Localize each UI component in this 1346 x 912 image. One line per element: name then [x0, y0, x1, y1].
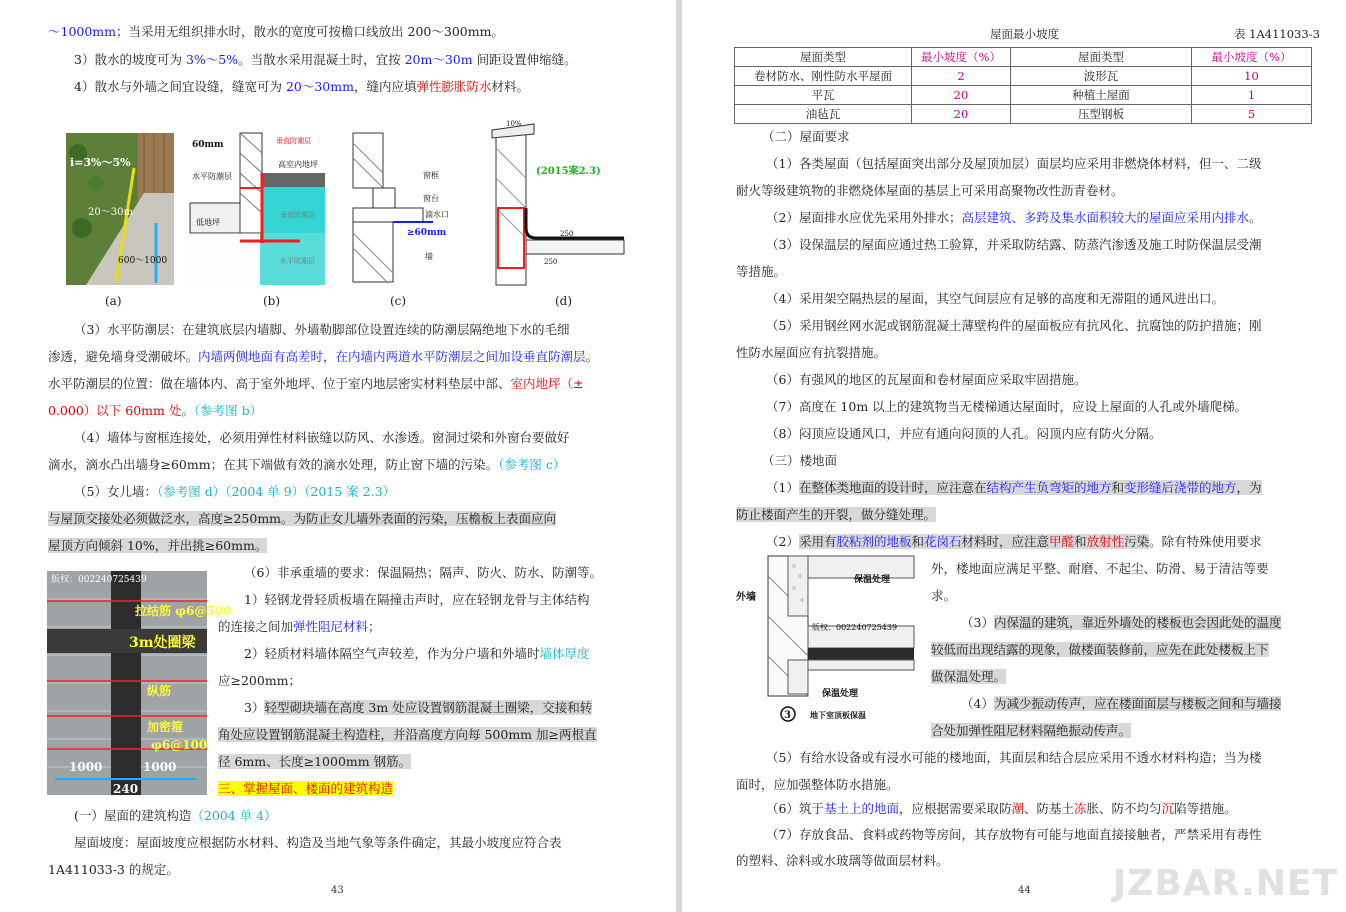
table-number: 表 1A411033-3 — [1234, 27, 1320, 41]
roof-3-line-1: （3）设保温层的屋面应通过热工验算，并采取防结露、防蒸汽渗透及施工时防保温层受潮 — [766, 237, 1262, 252]
para-6-3-line-1: 3）轻型砌块墙在高度 3m 处应设置钢筋混凝土圈梁，交接和转 — [244, 700, 593, 715]
caption-b: (b) — [263, 294, 281, 308]
para-5-line-2: 与屋顶交接处必须做泛水，高度≥250mm。为防止女儿墙外表面的污染，压檐板上表面应向 — [48, 511, 557, 526]
svg-text:地下室顶板保温: 地下室顶板保温 — [810, 710, 866, 720]
floor-5-line-2: 面时，应加强整体防水措施。 — [736, 777, 899, 792]
para-6-1-line-2: 的连接之间加弹性阻尼材料； — [218, 619, 381, 634]
line-3: 4）散水与外墙之间宜设缝，缝宽可为 20～30mm，缝内应填弹性膨胀防水材料。 — [74, 79, 530, 94]
figure-a-apron-photo — [66, 133, 174, 285]
svg-text:250: 250 — [544, 258, 558, 266]
svg-text:纵筋: 纵筋 — [147, 684, 172, 698]
min-slope-table — [734, 47, 1312, 124]
floor-7-line-2: 的塑料、涂料或水玻璃等做面层材料。 — [736, 853, 949, 868]
svg-text:1000: 1000 — [143, 760, 177, 774]
para-4-line-2: 滴水，滴水凸出墙身≥60mm；在其下端做有效的滴水处理，防止窗下墙的污染。（参考图 c） — [48, 457, 566, 472]
lightweight-block-wall-photo — [47, 571, 232, 796]
svg-text:水平防潮层: 水平防潮层 — [280, 257, 315, 265]
subsection-1-heading: (一）屋面的建筑构造（2004 单 4） — [74, 808, 277, 823]
svg-text:240: 240 — [113, 782, 139, 796]
svg-text:加密箍: 加密箍 — [147, 720, 184, 734]
floor-3-line-1: （3）内保温的建筑，靠近外墙处的楼板也会因此处的温度 — [961, 615, 1282, 630]
svg-text:垂直防潮层: 垂直防潮层 — [280, 211, 315, 219]
figure-d-parapet — [484, 118, 624, 285]
svg-text:版权：002240725439: 版权：002240725439 — [812, 623, 898, 632]
svg-text:250: 250 — [560, 230, 574, 238]
svg-text:3m处圈梁: 3m处圈梁 — [129, 635, 196, 651]
roof-7: （7）高度在 10m 以上的建筑物当无楼梯通达屋面时，应设上屋面的人孔或外墙爬梯。 — [766, 399, 1248, 414]
svg-text:1000: 1000 — [69, 760, 103, 774]
svg-text:保温处理: 保温处理 — [854, 575, 891, 585]
svg-text:60mm: 60mm — [192, 140, 224, 150]
table-header-row: 屋面类型 最小坡度（%） 屋面类型 最小坡度（%） — [735, 48, 1312, 67]
slope-para-line-2: 1A411033-3 的规定。 — [48, 862, 179, 877]
table-title: 屋面最小坡度 — [990, 27, 1059, 41]
floor-1-line-2: 防止楼面产生的开裂，做分缝处理。 — [736, 507, 937, 522]
table-row: 油毡瓦 20 压型钢板 5 — [735, 105, 1312, 124]
roof-5-line-2: 性防水屋面应有抗裂措施。 — [736, 345, 887, 360]
para-6-3-line-2: 角处应设置钢筋混凝土构造柱，并沿高度方向每 500mm 加≥两根直 — [218, 727, 597, 742]
page-number-44: 44 — [1018, 885, 1031, 896]
roof-5-line-1: （5）采用钢丝网水泥或钢筋混凝土薄壁构件的屋面板应有抗风化、抗腐蚀的防护措施；刚 — [766, 318, 1262, 333]
para-6-3-line-3: 径 6mm、长度≥1000mm 钢筋。 — [218, 754, 412, 769]
roof-1-line-2: 耐火等级建筑物的非燃烧体屋面的基层上可采用高聚物改性沥青卷材。 — [736, 183, 1124, 198]
svg-text:版权：002240725439: 版权：002240725439 — [51, 575, 147, 585]
roof-8: （8）闷顶应设通风口，并应有通向闷顶的人孔。闷顶内应有防火分隔。 — [766, 426, 1162, 441]
floor-1-line-1: （1）在整体类地面的设计时，应注意在结构产生负弯矩的地方和变形缝后浇带的地方，为 — [766, 480, 1262, 495]
para-6-line-1: （6）非承重墙的要求：保温隔热；隔声、防火、防水、防潮等。 — [244, 565, 602, 580]
floor-6: （6）筑于基土上的地面，应根据需要采取防潮、防基土冻胀、防不均匀沉陷等措施。 — [766, 801, 1237, 816]
para-3-line-3: 水平防潮层的位置：做在墙体内、高于室外地坪、位于室内地层密实材料垫层中部、室内地坪（± — [48, 376, 584, 391]
para-5-line-3: 屋顶方向倾斜 10%，并出挑≥60mm。 — [48, 538, 268, 553]
slope-para-line-1: 屋面坡度：屋面坡度应根据防水材料、构造及当地气象等条件确定，其最小坡度应符合表 — [74, 835, 562, 850]
site-watermark: JZBAR.NET — [1112, 863, 1338, 904]
caption-a: (a) — [105, 294, 122, 308]
para-6-2-line-2: 应≥200mm； — [218, 673, 302, 688]
svg-text:(2015案2.3): (2015案2.3) — [536, 166, 601, 177]
svg-text:窗台: 窗台 — [423, 194, 439, 203]
line-1: ～1000mm；当采用无组织排水时，散水的宽度可按檐口线放出 200～300mm。 — [48, 24, 504, 39]
caption-d: (d) — [555, 294, 573, 308]
svg-text:滴水口: 滴水口 — [425, 210, 449, 219]
svg-text:窗框: 窗框 — [423, 171, 439, 180]
svg-text:保温处理: 保温处理 — [822, 689, 859, 699]
floor-4-line-2: 合处加弹性阻尼材料隔绝振动传声。 — [931, 723, 1132, 738]
roof-2: （2）屋面排水应优先采用外排水；高层建筑、多跨及集水面积较大的屋面应采用内排水。 — [766, 210, 1262, 225]
svg-text:外墙: 外墙 — [736, 592, 756, 603]
floor-2-line-3: 求。 — [931, 588, 957, 603]
para-3-line-4: 0.000）以下 60mm 处。（参考图 b） — [48, 403, 263, 418]
svg-text:高室内地坪: 高室内地坪 — [278, 160, 318, 169]
floor-3-line-3: 做保温处理。 — [931, 669, 1007, 684]
page-number-43: 43 — [331, 885, 344, 896]
floor-5-line-1: （5）有给水设备或有浸水可能的楼地面，其面层和结合层应采用不透水材料构造；当为楼 — [766, 750, 1262, 765]
svg-text:≥60mm: ≥60mm — [407, 228, 447, 238]
svg-text:拉结筋 φ6@500: 拉结筋 φ6@500 — [135, 604, 232, 618]
page-44 — [682, 0, 1346, 912]
width-label: 600～1000 — [118, 256, 168, 266]
svg-text:墙: 墙 — [425, 252, 433, 261]
para-4-line-1: （4）墙体与窗框连接处，必须用弹性材料嵌缝以防风、水渗透。窗洞过梁和外窗台要做好 — [74, 430, 570, 445]
basement-roof-insulation-figure — [734, 556, 914, 724]
para-6-1-line-1: 1）轻钢龙骨轻质板墙在隔撞击声时，应在轻钢龙骨与主体结构 — [244, 592, 590, 607]
floor-3-line-2: 较低而出现结露的现象，做楼面装修前，应先在此处楼板上下 — [931, 642, 1269, 657]
para-3-line-2: 渗透，避免墙身受潮破坏。内墙两侧地面有高差时，在内墙内两道水平防潮层之间加设垂直防潮层。 — [48, 349, 599, 364]
floor-4-line-1: （4）为减少振动传声，应在楼面面层与楼板之间和与墙接 — [961, 696, 1282, 711]
caption-c: (c) — [390, 294, 407, 308]
roof-1-line-1: （1）各类屋面（包括屋面突出部分及屋顶加层）面层均应采用非燃烧体材料，但一、二级 — [766, 156, 1262, 171]
roof-4: （4）采用架空隔热层的屋面，其空气间层应有足够的高度和无滞阻的通风进出口。 — [766, 291, 1224, 306]
roof-6: （6）有强风的地区的瓦屋面和卷材屋面应采取牢固措施。 — [766, 372, 1087, 387]
svg-text:φ6@100: φ6@100 — [151, 738, 208, 752]
roof-3-line-2: 等措施。 — [736, 264, 787, 279]
svg-text:垂直防潮层: 垂直防潮层 — [276, 137, 311, 145]
section-3-heading: 三、掌握屋面、楼面的建筑构造 — [218, 781, 394, 796]
figure-c-window-sill — [343, 133, 463, 285]
table-row: 平瓦 20 种植土屋面 1 — [735, 86, 1312, 105]
svg-text:10%: 10% — [506, 120, 522, 128]
floor-heading: （三）楼地面 — [762, 453, 838, 468]
svg-text:低地坪: 低地坪 — [196, 218, 220, 227]
floor-7-line-1: （7）存放食品、食料或药物等房间，其存放物有可能与地面直接接触者，严禁采用有毒性 — [766, 827, 1262, 842]
floor-2-line-1: （2）采用有胶粘剂的地板和花岗石材料时，应注意甲醛和放射性污染。除有特殊使用要求 — [766, 534, 1262, 549]
svg-text:水平防潮层: 水平防潮层 — [192, 172, 232, 181]
floor-2-line-2: 外，楼地面应满足平整、耐磨、不起尘、防滑、易于清洁等要 — [931, 561, 1269, 576]
figure-b-damp-proof — [190, 133, 325, 285]
slope-label: i=3%～5% — [70, 156, 131, 169]
gap-label: 20～30m — [88, 207, 133, 218]
para-5-line-1: （5）女儿墙：（参考图 d）（2004 单 9）（2015 案 2.3） — [74, 484, 396, 499]
svg-text:3: 3 — [784, 710, 791, 721]
table-row: 卷材防水、刚性防水平屋面 2 波形瓦 10 — [735, 67, 1312, 86]
para-3-line-1: （3）水平防潮层：在建筑底层内墙脚、外墙勒脚部位设置连续的防潮层隔绝地下水的毛细 — [74, 322, 570, 337]
roof-requirements-heading: （二）屋面要求 — [762, 129, 850, 144]
line-2: 3）散水的坡度可为 3%～5%。当散水采用混凝土时，宜按 20m～30m 间距设置伸缩缝。 — [74, 52, 577, 67]
para-6-2-line-1: 2）轻质材料墙体隔空气声较差，作为分户墙和外墙时墙体厚度 — [244, 646, 590, 661]
